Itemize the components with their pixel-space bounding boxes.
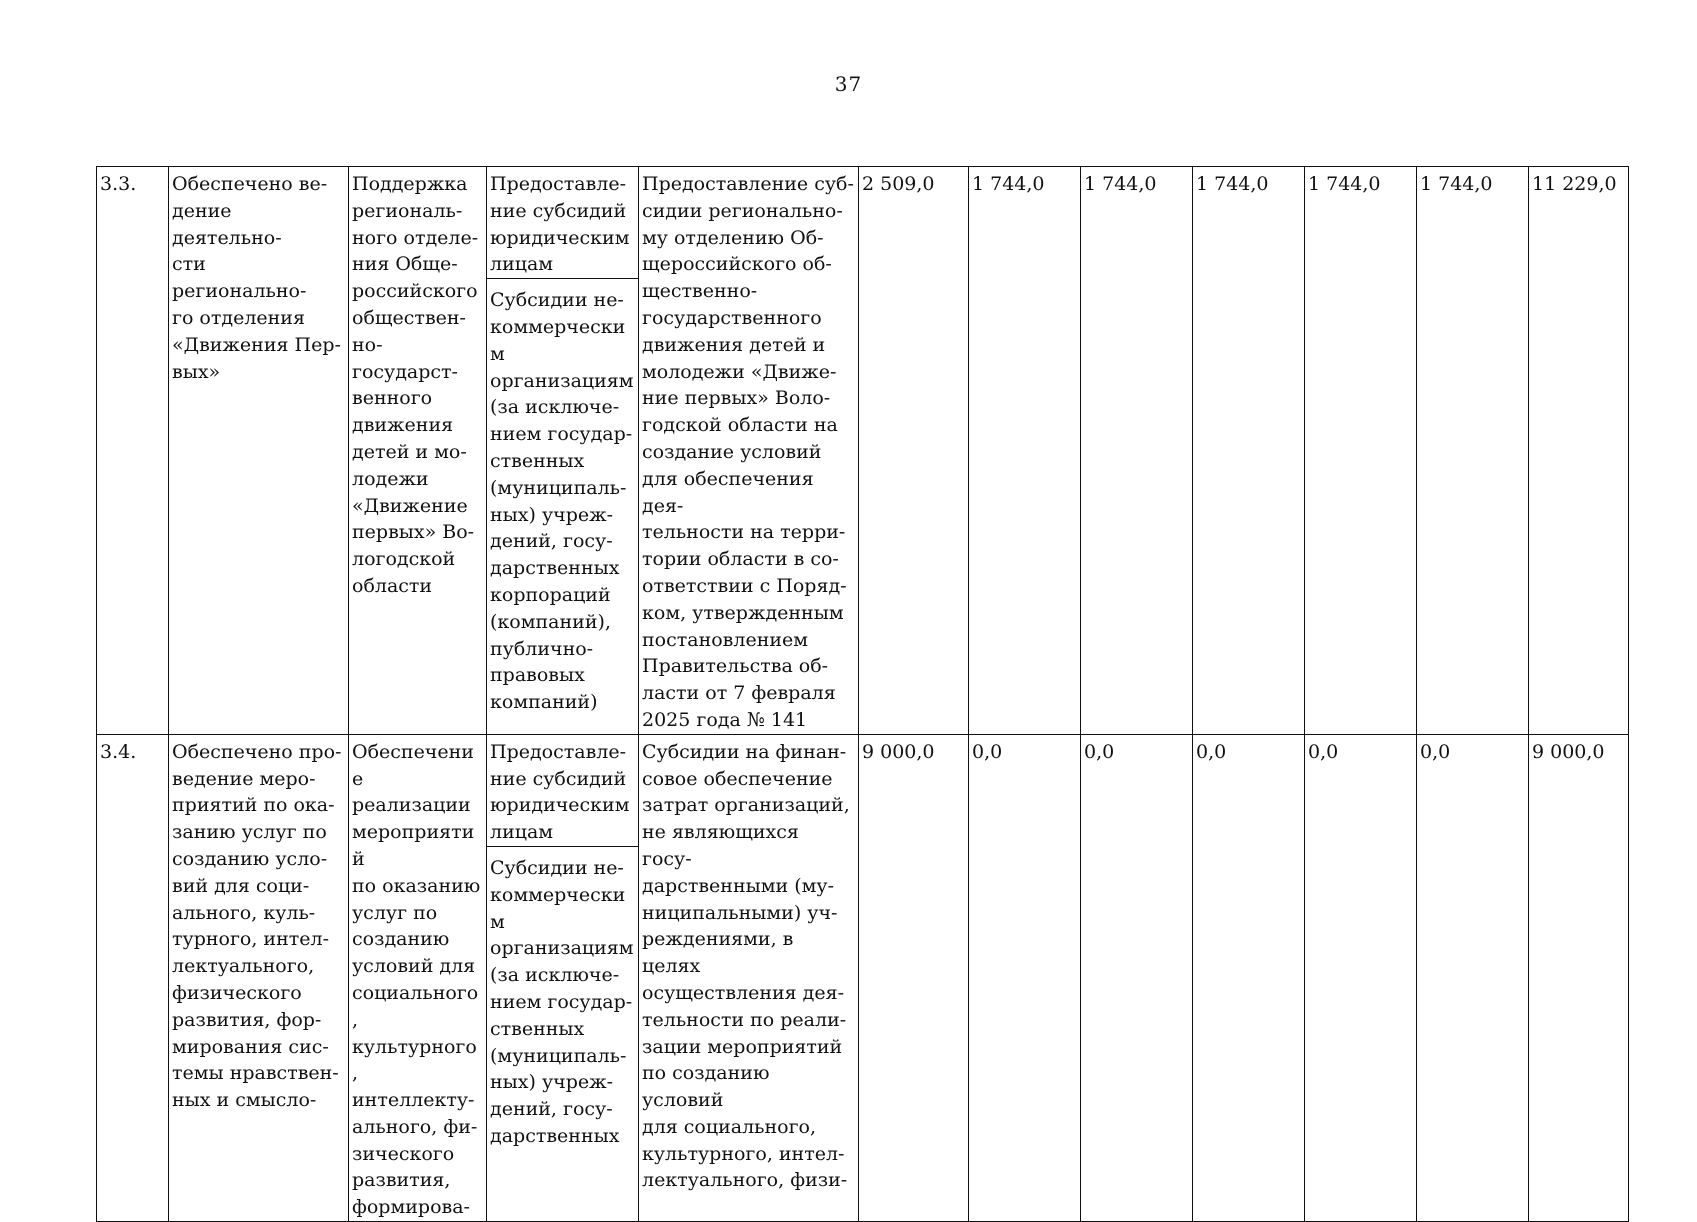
measure-line: детей и мо- [352,440,467,463]
subsidy-type-bottom-line: коммерческим [490,315,626,365]
subsidy-type-bottom-line: публично- [490,637,594,660]
measure-line: «Движение [352,494,468,517]
description-line: ниципальными) уч- [642,901,838,924]
description-line: молодежи «Движе- [642,360,837,383]
result-line: Обеспечено про- [172,740,342,763]
description-line: щественно- [642,280,758,303]
description-line: осуществления дея- [642,981,845,1004]
description-line: совое обеспечение [642,767,833,790]
amount-2028-cell: 0,0 [1193,734,1305,1221]
description-line: не являющихся госу- [642,821,799,870]
subsidy-type-bottom-line: организациям [490,937,634,960]
result-line: мирования сис- [172,1035,329,1058]
description-line: культурного, интел- [642,1142,845,1165]
subsidy-type-bottom-line: правовых [490,664,585,687]
measure-line: венного [352,387,433,410]
subsidy-type-top-line: Предоставле- [490,740,627,763]
measure-line: по оказанию [352,874,481,897]
measure-line: созданию [352,928,450,951]
description-line: тории области в со- [642,548,839,571]
measure-line: государст- [352,360,458,383]
measure-line: первых» Во- [352,521,475,544]
table-row [97,734,1629,1221]
subsidy-type-bottom-line: коммерческим [490,883,626,933]
result-line: созданию усло- [172,847,328,870]
amount-2028-cell: 1 744,0 [1193,167,1305,735]
description-line: реждениями, в целях [642,928,794,978]
result-line: «Движения Пер- [172,333,341,356]
measure-line: логодской [352,548,456,571]
page-number: 37 [834,72,863,96]
description-line: постановлением [642,628,809,651]
subsidy-type-bottom-line: организациям [490,369,634,392]
subsidy-type-bottom-line: (муниципаль- [490,476,627,499]
result-line: физического [172,981,302,1004]
measure-line: обществен- [352,306,466,329]
subsidy-type-bottom-line: дений, госу- [490,1098,613,1121]
subsidy-type-top-line: ние субсидий [490,199,627,222]
description-line: ласти от 7 февраля [642,682,836,705]
description-line: для социального, [642,1115,817,1138]
row-number-cell: 3.3. [97,167,169,735]
subsidy-type-bottom-line: корпораций [490,583,611,606]
measure-line: мероприятий [352,821,475,870]
description-line: щероссийского об- [642,253,832,276]
result-line: Обеспечено ве- [172,173,328,195]
description-line: годской области на [642,414,838,437]
subsidy-type-cell [487,734,639,1221]
description-line: дарственными (му- [642,874,835,897]
subsidy-type-bottom-line: компаний) [490,691,598,714]
result-cell [169,167,349,735]
subsidy-type-bottom-line: ных) учреж- [490,1071,613,1094]
result-line: приятий по ока- [172,794,335,817]
amount-total-cell: 9 000,0 [1529,734,1629,1221]
measure-cell [349,734,487,1221]
result-line: го отделения [172,306,305,329]
subsidy-type-bottom-line: ственных [490,1017,585,1040]
result-line: ных и смысло- [172,1089,317,1112]
result-line: ведение меро- [172,767,316,790]
subsidy-type-bottom-line: Субсидии не- [490,289,624,312]
result-line: занию услуг по [172,821,327,844]
measure-line: условий для [352,955,476,978]
subsidy-type-bottom-line: (за исключе- [490,964,620,987]
measure-line: услуг по [352,901,438,924]
measure-line: российского [352,280,478,303]
amount-2029-cell: 0,0 [1305,734,1417,1221]
description-line: ние первых» Воло- [642,387,831,410]
subsidy-type-bottom-line: ственных [490,449,585,472]
subsidy-type-legal-entities [487,167,638,279]
subsidy-type-bottom-line: ных) учреж- [490,503,613,526]
description-line: 2025 года № 141 [642,708,808,731]
description-line: ответствии с Поряд- [642,574,847,597]
result-line: развития, фор- [172,1008,322,1031]
subsidy-type-top-line: юридическим [490,226,630,249]
measure-line: но- [352,333,383,356]
budget-table [96,166,1629,1222]
description-line: му отделению Об- [642,226,824,249]
description-line: движения детей и [642,333,826,356]
description-cell [639,167,859,735]
description-line: тельности на терри- [642,521,846,544]
measure-line: ального, фи- [352,1115,478,1138]
subsidy-type-cell [487,167,639,735]
subsidy-type-bottom-line: нием государ- [490,423,633,446]
subsidy-type-nonprofit [487,847,638,1150]
measure-line: движения [352,414,454,437]
measure-line: зического [352,1142,455,1165]
description-line: государственного [642,306,822,329]
subsidy-type-bottom-line: (муниципаль- [490,1044,627,1067]
description-cell [639,734,859,1221]
subsidy-type-bottom-line: дарственных [490,1124,620,1147]
row-number-cell: 3.4. [97,734,169,1221]
table-row [97,167,1629,735]
measure-line: Поддержка [352,173,468,195]
result-line: вых» [172,360,221,383]
subsidy-type-nonprofit [487,279,638,716]
amount-2025-cell: 2 509,0 [859,167,969,735]
amount-2026-cell: 1 744,0 [969,167,1081,735]
subsidy-type-top-line: ние субсидий [490,767,627,790]
amount-2027-cell: 0,0 [1081,734,1193,1221]
result-line: лектуального, [172,955,315,978]
description-line: Субсидии на финан- [642,740,847,763]
amount-2026-cell: 0,0 [969,734,1081,1221]
subsidy-type-bottom-line: Субсидии не- [490,856,624,879]
measure-line: реализации [352,794,471,817]
description-line: ком, утвержденным [642,601,844,624]
measure-line: лодежи [352,467,429,490]
description-line: лектуального, физи- [642,1169,848,1192]
result-line: сти регионально- [172,253,307,303]
description-line: тельности по реали- [642,1008,847,1031]
subsidy-type-top-line: юридическим [490,794,630,817]
measure-line: интеллекту- [352,1089,475,1112]
description-line: Предоставление суб- [642,173,854,195]
measure-line: формирова- [352,1196,470,1219]
amount-2025-cell: 9 000,0 [859,734,969,1221]
subsidy-type-bottom-line: (компаний), [490,610,611,633]
subsidy-type-bottom-line: (за исключе- [490,396,620,419]
measure-line: социального, [352,981,479,1031]
measure-line: региональ- [352,199,463,222]
amount-2030-cell: 0,0 [1417,734,1529,1221]
measure-line: области [352,574,433,597]
amount-total-cell: 11 229,0 [1529,167,1629,735]
subsidy-type-bottom-line: дарственных [490,557,620,580]
measure-line: культурного, [352,1035,477,1085]
measure-cell [349,167,487,735]
subsidy-type-bottom-line: дений, госу- [490,530,613,553]
description-line: сидии регионально- [642,199,843,222]
subsidy-type-bottom-line: нием государ- [490,990,633,1013]
description-line: создание условий [642,440,822,463]
amount-2027-cell: 1 744,0 [1081,167,1193,735]
result-line: темы нравствен- [172,1062,339,1085]
result-line: ального, куль- [172,901,316,924]
description-line: по созданию условий [642,1062,770,1112]
description-line: затрат организаций, [642,794,850,817]
result-line: вий для соци- [172,874,310,897]
subsidy-type-top-line: лицам [490,253,554,276]
subsidy-type-legal-entities [487,735,638,847]
subsidy-type-top-line: лицам [490,821,554,844]
measure-line: Обеспечение [352,740,474,790]
description-line: Правительства об- [642,655,829,678]
subsidy-type-top-line: Предоставле- [490,173,627,195]
description-line: для обеспечения дея- [642,467,814,517]
measure-line: ного отделе- [352,226,479,249]
amount-2029-cell: 1 744,0 [1305,167,1417,735]
measure-line: ния Обще- [352,253,458,276]
amount-2030-cell: 1 744,0 [1417,167,1529,735]
result-cell [169,734,349,1221]
measure-line: развития, [352,1169,451,1192]
result-line: турного, интел- [172,928,330,951]
description-line: зации мероприятий [642,1035,843,1058]
result-line: дение деятельно- [172,199,282,249]
